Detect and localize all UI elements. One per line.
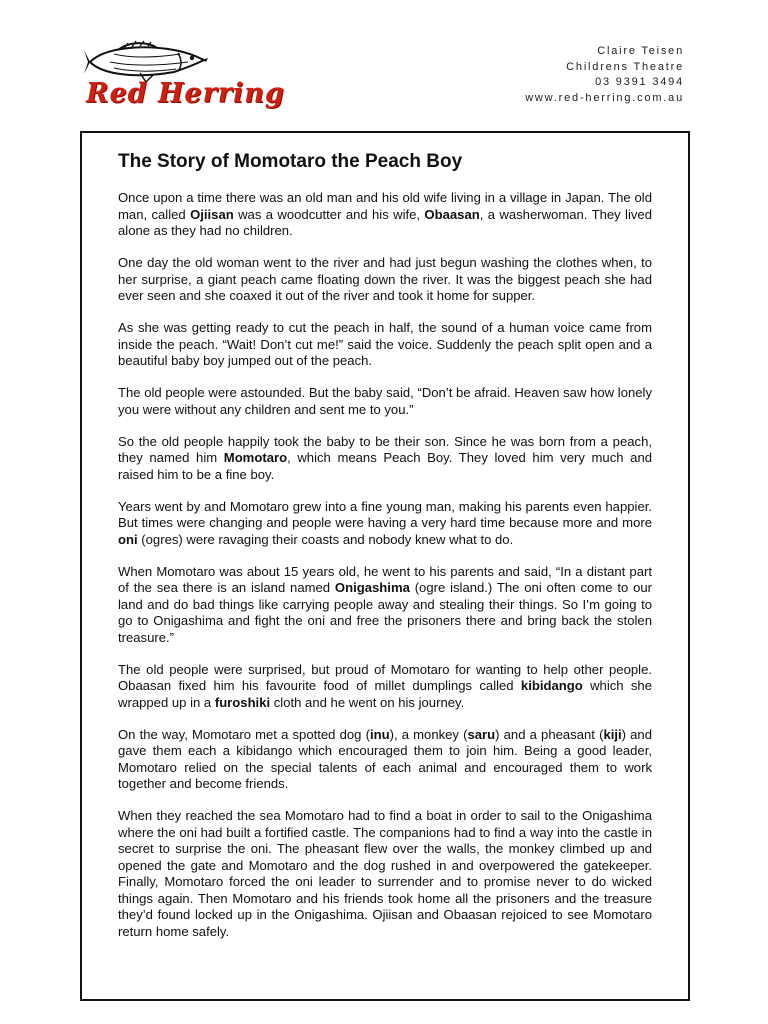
- paragraph-text: When Momotaro was about 15 years old, he went to his parents and said, “In a distant part of the sea there is an island named: [118, 563, 652, 595]
- red-herring-logo: [84, 40, 284, 112]
- key-term: kiji: [603, 726, 622, 742]
- story-paragraph: [118, 434, 652, 484]
- key-term: saru: [467, 726, 496, 742]
- paragraph-text: which she wrapped up in a: [118, 678, 652, 710]
- key-term: oni: [118, 531, 138, 547]
- paragraph-text: The old people were surprised, but proud of Momotaro for wanting to help other people. Obaasan fixed him his favourite food of millet dumplings called: [118, 661, 652, 693]
- paragraph-text: On the way, Momotaro met a spotted dog (: [118, 726, 370, 742]
- key-term: inu: [369, 726, 390, 742]
- contact-block: [525, 44, 684, 106]
- paragraph-text: One day the old woman went to the river and had just begun washing the clothes when, to her surprise, a giant peach came floating down the river. It was the biggest peach she had ever seen and she coaxed it out of the river and took it home for supper.: [118, 255, 652, 303]
- story-frame: [80, 131, 690, 1001]
- paragraph-text: (ogres) were ravaging their coasts and nobody knew what to do.: [137, 531, 514, 547]
- story-paragraph: [118, 385, 652, 418]
- paragraph-text: cloth and he went on his journey.: [270, 694, 465, 710]
- paragraph-text: ) and gave them each a kibidango which encouraged them to join him. Being a good leader, Momotaro relied on the special talents of each animal and encouraged them to work together and become friends.: [118, 726, 652, 791]
- logo-text: Red Herring: [86, 78, 285, 109]
- story-paragraph: [118, 727, 652, 793]
- paragraph-text: ), a monkey (: [389, 726, 468, 742]
- contact-name: Claire Teisen: [597, 45, 684, 57]
- paragraph-text: Years went by and Momotaro grew into a fine young man, making his parents even happier. But times were changing and people were having a very hard time because more and more: [118, 498, 652, 530]
- story-paragraph: [118, 662, 652, 712]
- story-content: [118, 151, 652, 956]
- story-paragraph: [118, 499, 652, 549]
- contact-website: www.red-herring.com.au: [525, 91, 684, 104]
- key-term: furoshiki: [214, 694, 271, 710]
- story-paragraph: [118, 808, 652, 940]
- contact-phone: 03 9391 3494: [595, 76, 684, 88]
- contact-organization: Childrens Theatre: [566, 60, 684, 73]
- key-term: kibidango: [520, 678, 583, 693]
- key-term: Onigashima: [334, 580, 410, 595]
- paragraph-text: The old people were astounded. But the baby said, “Don’t be afraid. Heaven saw how lonely you were without any children and sent me to you.”: [118, 385, 652, 417]
- story-body: [118, 190, 652, 940]
- story-paragraph: [118, 190, 652, 240]
- paragraph-text: So the old people happily took the baby to be their son. Since he was born from a peach, they named him: [118, 433, 652, 465]
- paragraph-text: As she was getting ready to cut the peach in half, the sound of a human voice came from inside the peach. “Wait! Don’t cut me!” said the voice. Suddenly the peach split open and a beautiful baby boy jumped out of the peach.: [118, 320, 652, 368]
- paragraph-text: Once upon a time there was an old man and his old wife living in a village in Japan. The old man, called: [118, 190, 652, 222]
- paragraph-text: , a washerwoman. They lived alone as they had no children.: [118, 206, 652, 238]
- story-title: The Story of Momotaro the Peach Boy: [118, 151, 463, 172]
- paragraph-text: (ogre island.) The oni often come to our land and do bad things like carrying people away and stealing their things. So I’m going to go to Onigashima and fight the oni and free the prisoners there and bring back the stolen treasure.”: [118, 580, 652, 645]
- paragraph-text: was a woodcutter and his wife,: [233, 206, 425, 222]
- key-term: Ojiisan: [190, 206, 234, 222]
- key-term: Momotaro: [223, 450, 288, 465]
- story-paragraph: [118, 320, 652, 370]
- paragraph-text: ) and a pheasant (: [495, 726, 604, 742]
- paragraph-text: , which means Peach Boy. They loved him very much and raised him to be a fine boy.: [118, 450, 653, 482]
- key-term: Obaasan: [424, 206, 480, 222]
- paragraph-text: When they reached the sea Momotaro had to find a boat in order to sail to the Onigashima where the oni had built a fortified castle. The companions had to find a way into the castle in secret to surprise the oni. The pheasant flew over the walls, the monkey climbed up and opened the gate and Momotaro and the dog rushed in and overpowered the gatekeeper. Finally, Momotaro forced the oni leader to surrender and to promise never to do wicked things again. Then Momotaro and his friends took home all the prisoners and the treasure they’d found locked up in the Onigashima. Ojiisan and Obaasan rejoiced to see Momotaro return home safely.: [118, 808, 652, 939]
- story-paragraph: [118, 564, 652, 647]
- story-paragraph: [118, 255, 652, 305]
